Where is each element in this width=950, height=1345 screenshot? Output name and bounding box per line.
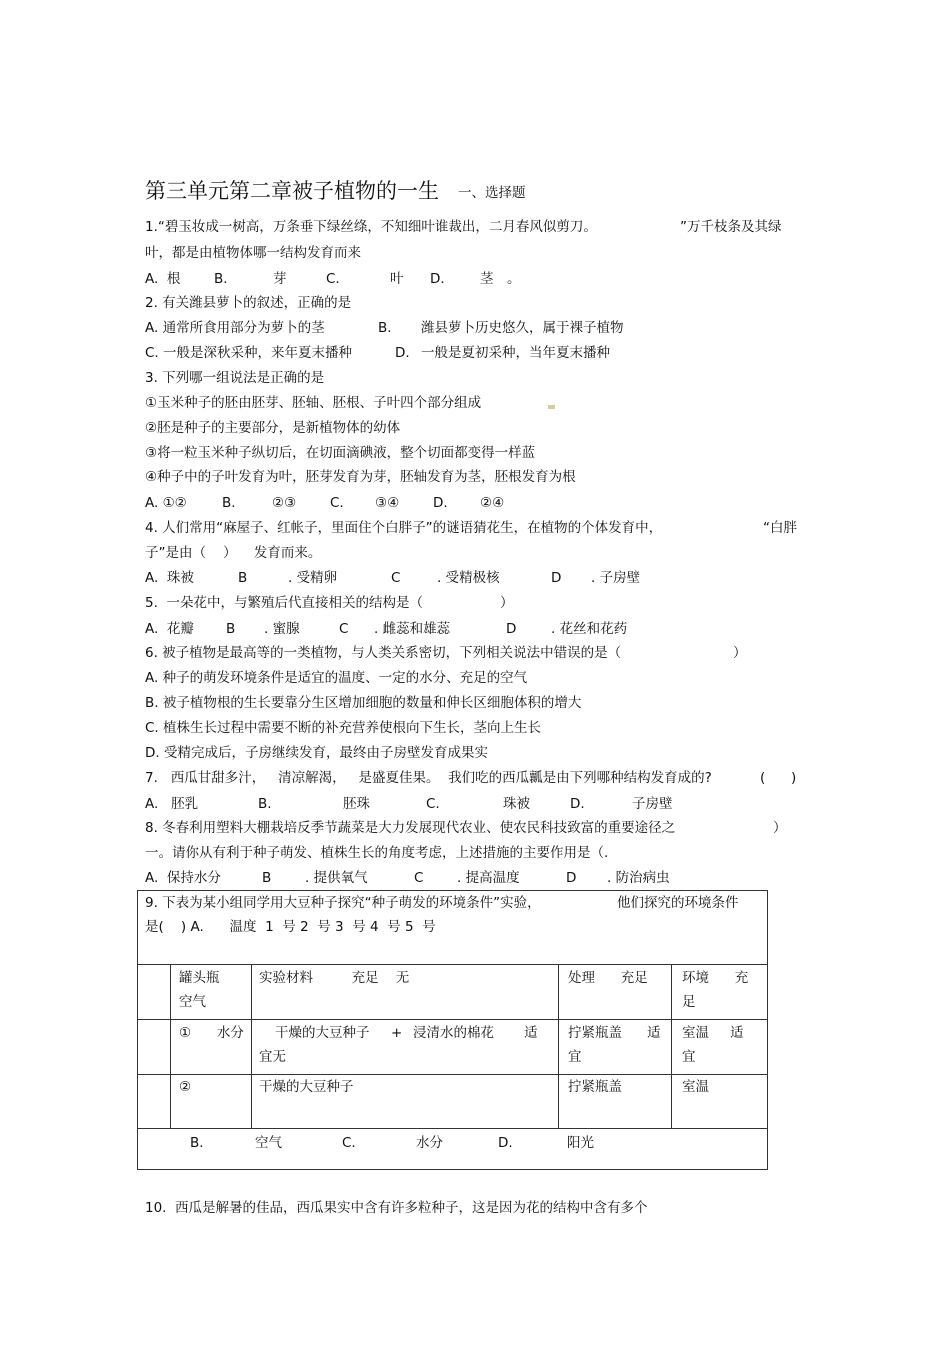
table-cell-text: 干燥的大豆种子: [259, 1079, 354, 1095]
table-option-text: D.: [498, 1135, 513, 1151]
question-text: B.: [222, 495, 236, 511]
table-cell-text: 室温: [682, 1025, 709, 1041]
question-text: 6. 被子植物是最高等的一类植物，与人类关系密切，下列相关说法中错误的是（: [145, 645, 622, 661]
question-text: B. 被子植物根的生长要靠分生区增加细胞的数量和伸长区细胞体积的增大: [145, 695, 582, 711]
table-intro-line-2: 是( ) A. 温度 1 号 2 号 3 号 4 号 5 号: [145, 919, 436, 935]
speck: [548, 405, 555, 409]
table-cell-text: +: [391, 1025, 403, 1041]
table-cell-text: 空气: [179, 994, 206, 1010]
question-text: ）: [773, 820, 787, 836]
question-text: B.: [214, 271, 228, 287]
question-text: B: [238, 570, 248, 586]
table-option-text: 空气: [255, 1135, 282, 1151]
question-text: D: [506, 621, 517, 637]
question-text: D.: [433, 495, 448, 511]
table-cell-text: 拧紧瓶盖: [568, 1079, 622, 1095]
question-text: C. 一般是深秋采种，来年夏末播种: [145, 345, 353, 361]
table-option-text: 水分: [416, 1135, 443, 1151]
question-text: 胚珠: [343, 796, 370, 812]
question-text: D.: [395, 345, 410, 361]
question-text: A. ①②: [145, 495, 187, 511]
question-text: 一般是夏初采种，当年夏末播种: [421, 345, 610, 361]
question-text: 8. 冬春利用塑料大棚栽培反季节蔬菜是大力发展现代农业、使农民科技致富的重要途径之: [145, 820, 676, 836]
question-text: . 提供氧气: [305, 870, 368, 886]
table-cell-text: ① 水分: [179, 1025, 244, 1041]
table-cell-text: 干燥的大豆种子: [275, 1025, 370, 1041]
table-cell-text: 拧紧瓶盖: [568, 1025, 622, 1041]
question-text: 10. 西瓜是解暑的佳品，西瓜果实中含有许多粒种子，这是因为花的结构中含有多个: [145, 1200, 648, 1216]
question-text: C.: [330, 495, 344, 511]
question-text: 茎: [480, 271, 494, 287]
question-text: A. 通常所食用部分为萝卜的茎: [145, 320, 325, 336]
question-text: . 受精极核: [437, 570, 500, 586]
table-intro-line-1: 9. 下表为某小组同学用大豆种子探究“种子萌发的环境条件”实验，: [145, 895, 541, 911]
question-text: C: [414, 870, 424, 886]
table-cell-text: 适: [647, 1025, 661, 1041]
question-text: D: [551, 570, 562, 586]
question-text: 珠被: [503, 796, 530, 812]
question-text: C.: [326, 271, 340, 287]
table-cell-text: 足: [682, 994, 696, 1010]
table-option-text: B.: [190, 1135, 204, 1151]
question-text: A. 珠被: [145, 570, 194, 586]
question-text: ①玉米种子的胚由胚芽、胚轴、胚根、子叶四个部分组成: [145, 395, 482, 411]
table-option-text: C.: [342, 1135, 356, 1151]
question-text: B: [262, 870, 272, 886]
question-text: 4. 人们常用“麻屋子、红帐子，里面住个白胖子”的谜语猜花生，在植物的个体发育中，: [145, 520, 663, 536]
question-text: ③④: [375, 495, 400, 511]
question-text: . 雌蕊和雄蕊: [374, 621, 451, 637]
question-text: A. 保持水分: [145, 870, 221, 886]
question-text: . 蜜腺: [264, 621, 300, 637]
question-text: 芽: [273, 271, 287, 287]
question-text: . 子房壁: [591, 570, 641, 586]
question-text: A. 根: [145, 271, 181, 287]
question-text: 5. 一朵花中，与繁殖后代直接相关的结构是（: [145, 595, 423, 611]
question-text: D: [566, 870, 577, 886]
table-cell-text: 罐头瓶: [179, 970, 220, 986]
table-cell-text: 处理 充足: [568, 970, 648, 986]
question-text: 一。请你从有利于种子萌发、植株生长的角度考虑，上述措施的主要作用是（.: [145, 845, 609, 861]
question-text: C.: [426, 796, 440, 812]
table-intro-line-1-end: 他们探究的环境条件: [617, 895, 739, 911]
question-text: A. 胚乳: [145, 796, 199, 812]
table-cell-text: 室温: [682, 1079, 709, 1095]
page-title: 第三单元第二章被子植物的一生: [145, 179, 439, 203]
question-text: B: [226, 621, 236, 637]
question-text: . 防治病虫: [607, 870, 670, 886]
question-text: ”万千枝条及其绿: [680, 219, 782, 235]
question-text: ②④: [480, 495, 505, 511]
question-text: ）: [733, 645, 747, 661]
question-text: D.: [570, 796, 585, 812]
question-text: ）: [500, 595, 514, 611]
question-text: . 受精卵: [288, 570, 338, 586]
question-text: D.: [430, 271, 445, 287]
question-text: 1.“碧玉妆成一树高，万条垂下绿丝绦，不知细叶谁裁出，二月春风似剪刀。: [145, 219, 597, 235]
table-cell-text: 宜无: [259, 1049, 286, 1065]
question-text: 叶，都是由植物体哪一结构发育而来: [145, 245, 361, 261]
question-text: . 花丝和花药: [551, 621, 628, 637]
question-text: 7. 西瓜甘甜多汁， 清凉解渴， 是盛夏佳果。 我们吃的西瓜瓤是由下列哪种结构发育成的?: [145, 770, 712, 786]
question-text: B.: [258, 796, 272, 812]
question-text: B.: [378, 320, 392, 336]
question-text: “白胖: [763, 520, 797, 536]
question-text: C: [391, 570, 401, 586]
question-text: ②③: [272, 495, 297, 511]
table-cell-text: 实验材料 充足 无: [259, 970, 410, 986]
question-text: 子”是由（ ） 发育而来。: [145, 545, 322, 561]
question-text: 3. 下列哪一组说法是正确的是: [145, 370, 325, 386]
question-text: A. 种子的萌发环境条件是适宜的温度、一定的水分、充足的空气: [145, 670, 528, 686]
table-cell-text: 宜: [568, 1049, 582, 1065]
question-text: 。: [507, 271, 521, 287]
question-text: 叶: [390, 271, 404, 287]
question-text: A. 花瓣: [145, 621, 194, 637]
question-text: ③将一粒玉米种子纵切后，在切面滴碘液，整个切面都变得一样蓝: [145, 445, 536, 461]
question-text: 2. 有关潍县萝卜的叙述，正确的是: [145, 295, 352, 311]
question-text: . 提高温度: [457, 870, 520, 886]
question-text: ( ): [760, 770, 797, 786]
section-subtitle: 一、选择题: [458, 185, 526, 201]
question-text: ②胚是种子的主要部分，是新植物体的幼体: [145, 420, 401, 436]
table-option-text: 阳光: [567, 1135, 594, 1151]
question-text: C. 植株生长过程中需要不断的补充营养使根向下生长，茎向上生长: [145, 720, 542, 736]
table-cell-text: 适: [730, 1025, 744, 1041]
question-text: ④种子中的子叶发育为叶，胚芽发育为芽，胚轴发育为茎，胚根发育为根: [145, 469, 576, 485]
table-cell-text: 浸清水的棉花: [413, 1025, 494, 1041]
table-cell-text: ②: [179, 1079, 192, 1095]
table-cell-text: 适: [524, 1025, 538, 1041]
question-text: 子房壁: [632, 796, 673, 812]
question-text: C: [339, 621, 349, 637]
question-text: 潍县萝卜历史悠久，属于裸子植物: [421, 320, 624, 336]
table-cell-text: 宜: [682, 1049, 696, 1065]
question-text: D. 受精完成后，子房继续发育，最终由子房壁发育成果实: [145, 745, 488, 761]
table-cell-text: 环境 充: [682, 970, 749, 986]
